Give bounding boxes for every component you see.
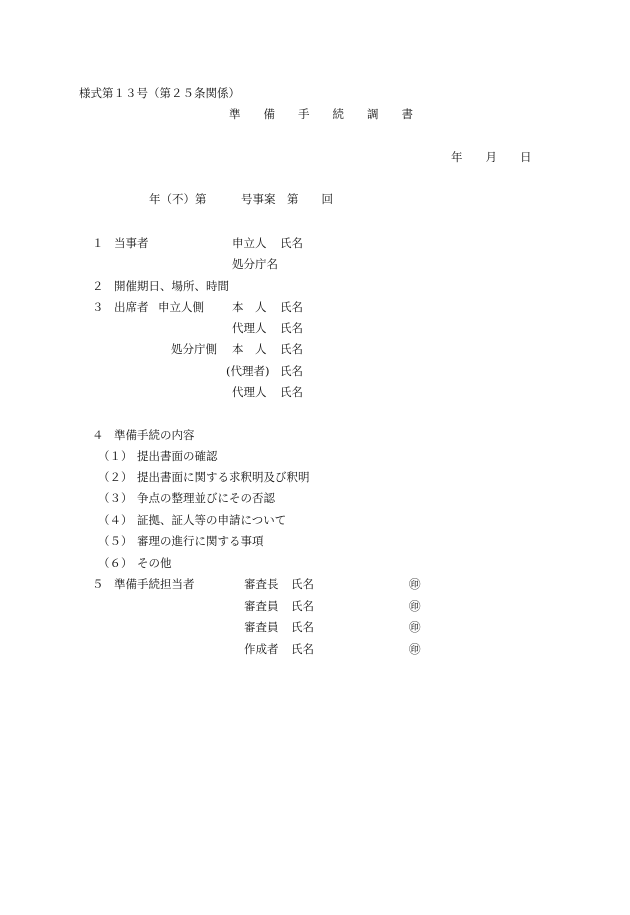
- attendee-role: 本 人: [232, 342, 267, 356]
- attendee-role: 代理人: [232, 385, 267, 399]
- form-number: 様式第１３号（第２５条関係）: [79, 86, 240, 100]
- attendee-name-label: 氏名: [280, 300, 303, 314]
- content-item-number: （４）: [98, 513, 133, 527]
- document-title: 準 備 手 続 調 書: [229, 107, 413, 121]
- content-item-text: その他: [137, 556, 172, 570]
- section-3-number: ３: [92, 300, 104, 314]
- attendee-role: 代理人: [232, 321, 267, 335]
- officer-name-label: 氏名: [291, 599, 314, 613]
- officer-role: 作成者: [244, 642, 279, 656]
- applicant-side-label: 申立人側: [158, 300, 204, 314]
- content-item-number: （５）: [98, 534, 133, 548]
- content-item-text: 審理の進行に関する事項: [137, 534, 264, 548]
- content-item-number: （６）: [98, 556, 133, 570]
- attendee-name-label: 氏名: [280, 364, 303, 378]
- officer-name-label: 氏名: [291, 620, 314, 634]
- seal-mark: ㊞: [409, 577, 421, 591]
- attendee-name-label: 氏名: [280, 342, 303, 356]
- section-5-label: 準備手続担当者: [114, 577, 195, 591]
- content-item-number: （３）: [98, 491, 133, 505]
- agency-side-label: 処分庁側: [171, 342, 217, 356]
- case-number-line: 年（不）第 号事案 第 回: [149, 192, 333, 206]
- section-5-number: ５: [92, 577, 104, 591]
- officer-name-label: 氏名: [291, 642, 314, 656]
- content-item-number: （２）: [98, 470, 133, 484]
- officer-role: 審査員: [244, 620, 279, 634]
- seal-mark: ㊞: [409, 599, 421, 613]
- content-item-text: 提出書面の確認: [137, 449, 218, 463]
- officer-role: 審査員: [244, 599, 279, 613]
- section-2-number: ２: [92, 279, 104, 293]
- seal-mark: ㊞: [409, 642, 421, 656]
- applicant-label: 申立人: [232, 236, 267, 250]
- officer-name-label: 氏名: [291, 577, 314, 591]
- content-item-text: 争点の整理並びにその否認: [137, 491, 275, 505]
- section-3-label: 出席者: [114, 300, 149, 314]
- applicant-name-label: 氏名: [280, 236, 303, 250]
- attendee-role: 本 人: [232, 300, 267, 314]
- seal-mark: ㊞: [409, 620, 421, 634]
- officer-role: 審査長: [244, 577, 279, 591]
- content-item-text: 証拠、証人等の申請について: [137, 513, 287, 527]
- attendee-role: (代理者): [226, 364, 270, 378]
- section-4-label: 準備手続の内容: [114, 428, 195, 442]
- content-item-number: （１）: [98, 449, 133, 463]
- agency-name-label: 処分庁名: [232, 257, 278, 271]
- section-1-label: 当事者: [114, 236, 149, 250]
- section-1-number: １: [92, 236, 104, 250]
- section-4-number: ４: [92, 428, 104, 442]
- content-item-text: 提出書面に関する求釈明及び釈明: [137, 470, 310, 484]
- section-2-label: 開催期日、場所、時間: [114, 279, 229, 293]
- attendee-name-label: 氏名: [280, 385, 303, 399]
- date-line: 年 月 日: [451, 150, 532, 164]
- attendee-name-label: 氏名: [280, 321, 303, 335]
